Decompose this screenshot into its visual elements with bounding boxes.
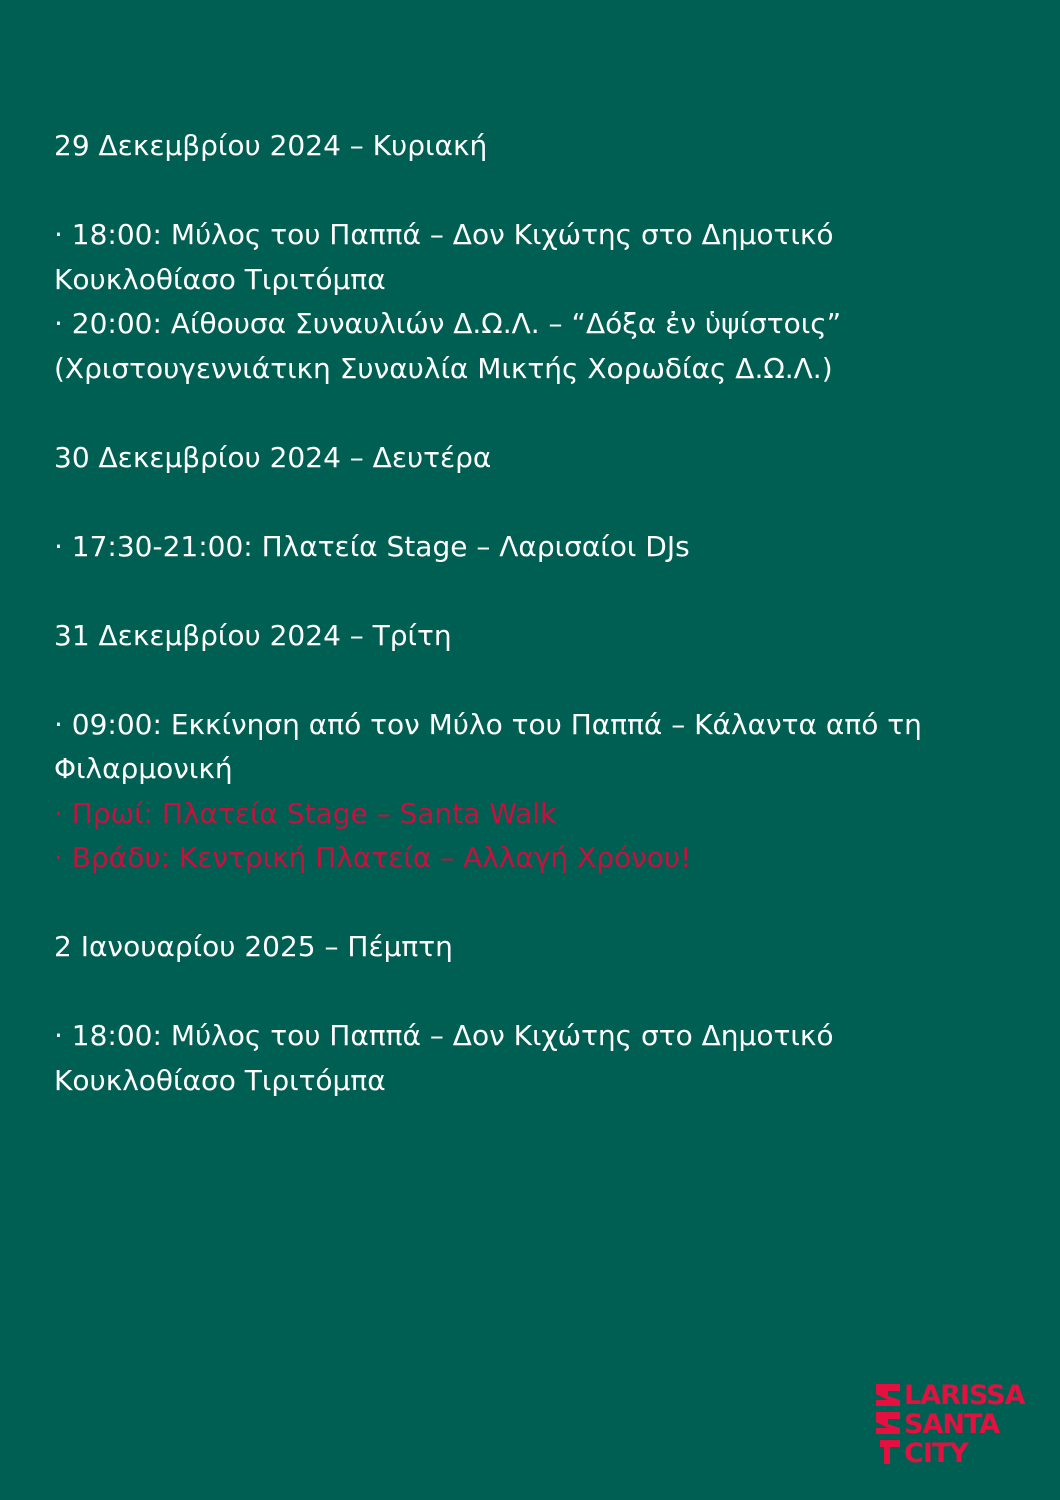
day-section (54, 925, 1024, 1103)
larissa-santa-city-logo (874, 1378, 1034, 1470)
event-item: · 18:00: Μύλος του Παππά – Δον Κιχώτης στο Δημοτικό Κουκλοθίασο Τιριτόμπα (54, 218, 834, 296)
event-item-highlighted: · Πρωί: Πλατεία Stage – Santa Walk (54, 796, 557, 830)
logo-tree-mark (876, 1384, 900, 1464)
day-heading: 29 Δεκεμβρίου 2024 – Κυριακή (54, 129, 488, 162)
logo-line-3: CITY (904, 1438, 968, 1469)
day-section (54, 614, 1024, 881)
logo-line-2: SANTA (904, 1409, 1000, 1440)
event-list (54, 703, 1024, 881)
logo-line-1: LARISSA (904, 1380, 1025, 1411)
event-schedule (54, 124, 1024, 1148)
day-heading: 30 Δεκεμβρίου 2024 – Δευτέρα (54, 440, 492, 474)
event-list (54, 213, 1024, 391)
day-heading: 31 Δεκεμβρίου 2024 – Τρίτη (54, 618, 452, 652)
event-list (54, 525, 1024, 570)
event-item: · 20:00: Αίθουσα Συναυλιών Δ.Ω.Λ. – “Δόξα ἐν ὑψίστοις” (Χριστουγεννιάτικη Συναυλία Μικτής Χορωδίας Δ.Ω.Λ.) (54, 307, 842, 385)
event-list (54, 1014, 1024, 1103)
day-section (54, 124, 1024, 391)
day-section (54, 436, 1024, 570)
event-item-highlighted: · Βράδυ: Κεντρική Πλατεία – Αλλαγή Χρόνου! (54, 841, 692, 874)
event-item: · 18:00: Μύλος του Παππά – Δον Κιχώτης στο Δημοτικό Κουκλοθίασο Τιριτόμπα (54, 1019, 834, 1097)
event-item: · 17:30-21:00: Πλατεία Stage – Λαρισαίοι DJs (54, 529, 690, 563)
event-item: · 09:00: Εκκίνηση από τον Μύλο του Παππά – Κάλαντα από τη Φιλαρμονική (54, 707, 922, 785)
day-heading: 2 Ιανουαρίου 2025 – Πέμπτη (54, 930, 453, 963)
